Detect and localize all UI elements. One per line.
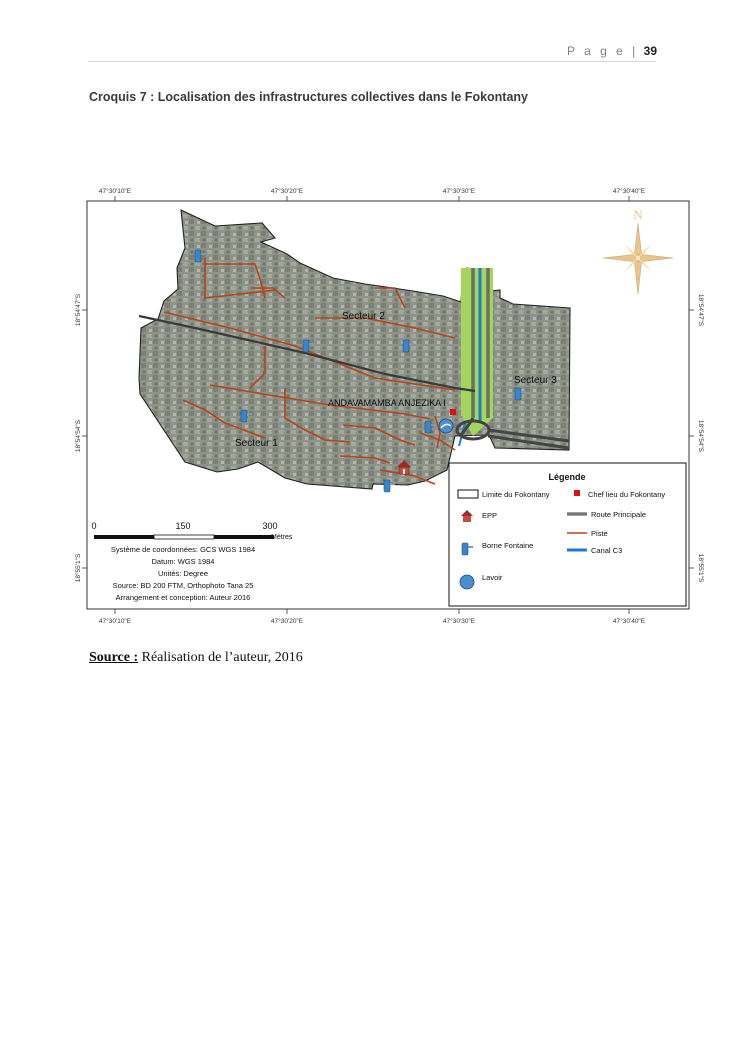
label-secteur-2: Secteur 2 — [342, 311, 385, 322]
coord-top-4: 47°30'40"E — [612, 188, 646, 195]
page-separator: | — [632, 44, 636, 58]
legend-title: Légende — [548, 472, 586, 482]
legend-epp: EPP — [482, 511, 498, 520]
figure-caption: Croquis 7 : Localisation des infrastructures collectives dans le Fokontany — [89, 90, 529, 104]
metadata-crs: Système de coordonnées: GCS WGS 1984 — [110, 545, 256, 554]
coord-right-1: 18°54'47"S — [697, 293, 704, 327]
source-label: Source : — [89, 650, 139, 665]
chef-lieu-marker — [450, 409, 456, 415]
coord-bottom-2: 47°30'20"E — [270, 618, 304, 625]
legend-piste: Piste — [591, 529, 608, 538]
legend-limite-swatch — [458, 490, 478, 498]
scale-tick-300: 300 — [262, 521, 278, 531]
source-text: Réalisation de l’auteur, 2016 — [138, 650, 303, 665]
coord-right-2: 18°54'54"S — [697, 419, 704, 453]
lavoir-marker — [439, 419, 453, 433]
north-label: N — [633, 207, 643, 222]
scale-unit: Mètres — [271, 534, 293, 541]
header-rule — [88, 61, 656, 62]
scale-tick-0: 0 — [91, 521, 97, 531]
legend-chef-lieu: Chef lieu du Fokontany — [588, 490, 666, 499]
metadata-author: Arrangement et conception: Auteur 2016 — [115, 593, 251, 602]
legend-limite: Limite du Fokontany — [482, 490, 550, 499]
label-fokontany: ANDAVAMAMBA ANJEZIKA I — [328, 398, 446, 408]
page-number: 39 — [643, 44, 657, 58]
coord-bottom-1: 47°30'10"E — [98, 618, 132, 625]
legend-canal: Canal C3 — [591, 546, 623, 555]
coord-bottom-3: 47°30'30"E — [442, 618, 476, 625]
map-figure — [75, 178, 705, 638]
coord-left-2: 18°54'54"S — [75, 419, 82, 453]
coord-right-3: 18°55'1"S — [697, 553, 704, 583]
label-secteur-1: Secteur 1 — [235, 438, 278, 449]
label-secteur-3: Secteur 3 — [514, 375, 557, 386]
legend-lavoir-swatch — [460, 575, 474, 589]
legend-chef-lieu-swatch — [574, 490, 580, 496]
coord-top-3: 47°30'30"E — [442, 188, 476, 195]
figure-source — [89, 650, 303, 666]
legend-route: Route Principale — [591, 510, 647, 519]
coord-top-2: 47°30'20"E — [270, 188, 304, 195]
coord-top-1: 47°30'10"E — [98, 188, 132, 195]
page-label: P a g e — [567, 44, 626, 58]
scale-tick-150: 150 — [175, 521, 191, 531]
metadata-source: Source: BD 200 FTM, Orthophoto Tana 25 — [112, 581, 254, 590]
legend-borne: Borne Fontaine — [482, 541, 534, 550]
legend — [449, 463, 686, 606]
metadata-datum: Datum: WGS 1984 — [151, 557, 215, 566]
coord-bottom-4: 47°30'40"E — [612, 618, 646, 625]
coord-left-3: 18°55'1"S — [75, 553, 82, 583]
page-header — [567, 44, 657, 58]
legend-lavoir: Lavoir — [482, 573, 503, 582]
map-svg — [75, 178, 705, 638]
coord-left-1: 18°54'47"S — [75, 293, 82, 327]
metadata-units: Unités: Degree — [157, 569, 209, 578]
